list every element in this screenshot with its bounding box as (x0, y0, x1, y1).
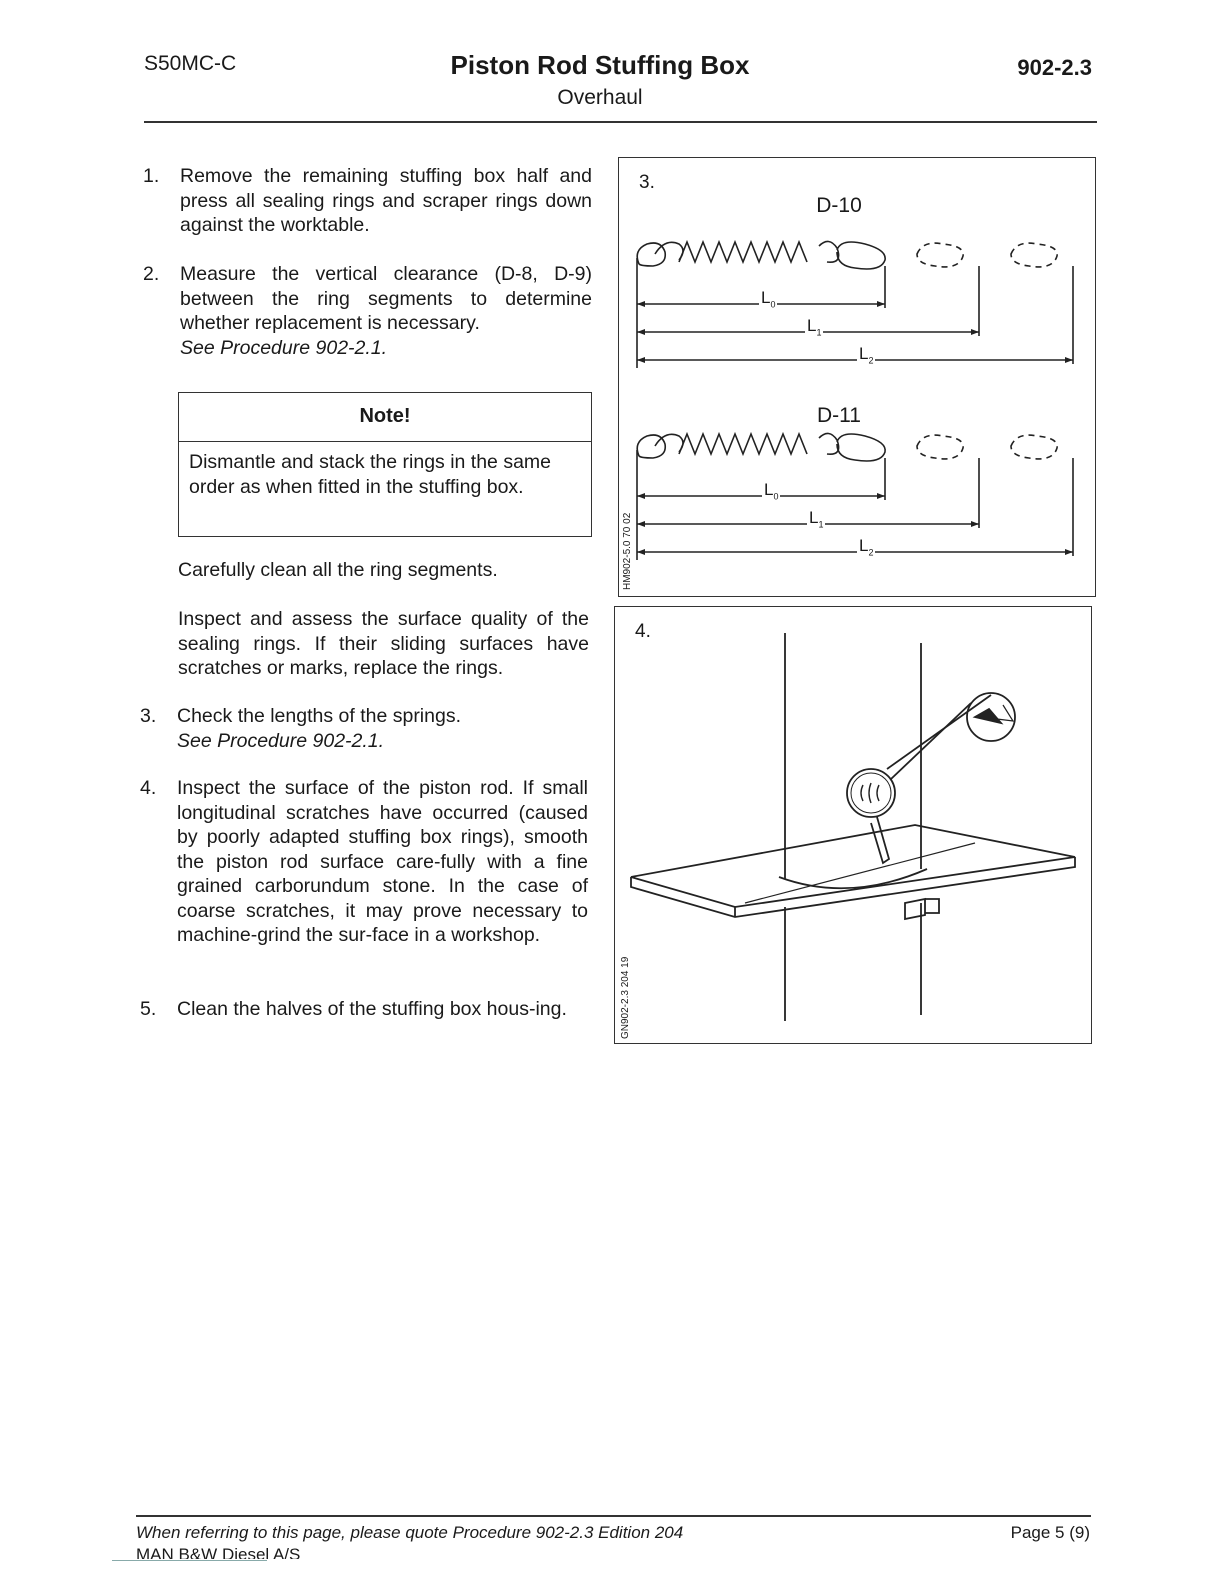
step-text: Check the lengths of the springs. (177, 705, 461, 727)
footer-quote: When referring to this page, please quote Procedure 902-2.3 Edition 204 (136, 1523, 684, 1542)
spring-dashed-loop (917, 435, 963, 459)
step-number: 4. (140, 777, 157, 799)
spring-assembly-d11 (637, 433, 1073, 560)
step-text: Clean the halves of the stuffing box hous-ing. (177, 998, 567, 1020)
step-body (177, 704, 589, 753)
spring-assembly-d10 (637, 241, 1073, 368)
engine-type: S50MC-C (144, 52, 237, 75)
spring-dashed-loop (1011, 435, 1057, 459)
step-4 (140, 776, 589, 976)
spring-zigzag (679, 434, 807, 454)
step-1 (143, 164, 592, 244)
spring-dashed-loop (1011, 243, 1057, 267)
inspect-paragraph: Inspect and assess the surface quality of the sealing rings. If their sliding surfaces have scratches or marks, replace the rings. (178, 608, 589, 679)
spring-zigzag (679, 242, 807, 262)
spring-diagram (619, 158, 1095, 596)
spring-end-loop (819, 433, 885, 461)
procedure-reference: See Procedure 902-2.1. (180, 336, 388, 359)
dim-label-l0: $L_0$ (761, 288, 776, 310)
dim-label-l2: $L_2$ (859, 344, 874, 366)
page-subtitle: Overhaul (557, 86, 643, 109)
step-number: 5. (140, 998, 157, 1020)
note-box (178, 392, 592, 537)
piston-rod-illustration (615, 607, 1091, 1043)
spring-dashed-loop (917, 243, 963, 267)
note-text: Dismantle and stack the rings in the same order as when fitted in the stuffing box. (189, 451, 552, 498)
dim-label-l1: $L_1$ (809, 508, 824, 530)
spring-coil (637, 434, 683, 458)
dim-label-l2: $L_2$ (859, 536, 874, 558)
spring-label-d10: D-10 (816, 194, 862, 217)
figure-3-spring-lengths (618, 157, 1096, 597)
worktable-plate (631, 825, 1075, 907)
magnifier-handle (871, 817, 889, 863)
step-3 (140, 704, 589, 756)
page-title: Piston Rod Stuffing Box (450, 50, 750, 80)
step-5 (140, 997, 589, 1049)
page-number: Page 5 (9) (1010, 1523, 1090, 1542)
header-divider (144, 121, 1097, 123)
procedure-reference: See Procedure 902-2.1. (177, 729, 385, 752)
figure-4-piston-rod-inspection (614, 606, 1092, 1044)
figure-reference: GN902-2.3 204 19 (620, 956, 631, 1039)
dim-label-l1: $L_1$ (807, 316, 822, 338)
step-number: 2. (143, 263, 160, 285)
magnifier-lens (847, 769, 895, 817)
spring-label-d11: D-11 (817, 404, 861, 427)
step-text: Inspect the surface of the piston rod. If small longitudinal scratches have occurred (caused by poorly adapted stuffing box rings), smooth the piston rod surface care-fully with a fine grained carborundum stone. In the case of coarse scratches, it may prove necessary to machine-grind the sur-face in a workshop. (177, 777, 588, 946)
figure-number: 3. (639, 172, 655, 193)
step-text: Remove the remaining stuffing box half and press all sealing rings and scraper rings down against the worktable. (180, 165, 592, 236)
figure-number: 4. (635, 621, 651, 642)
step-number: 3. (140, 705, 157, 727)
figure-reference: HM902-5.0 70 02 (622, 512, 633, 590)
step-text: Measure the vertical clearance (D-8, D-9) between the ring segments to determine whether replacement is necessary. (180, 263, 592, 334)
step-body (180, 262, 592, 360)
step-2 (143, 262, 592, 362)
footer-underline (112, 1560, 267, 1561)
spring-end-loop (819, 241, 885, 269)
procedure-number: 902-2.3 (1017, 55, 1092, 80)
note-title: Note! (179, 393, 591, 442)
footer-divider (136, 1515, 1091, 1517)
step-number: 1. (143, 165, 160, 187)
spring-coil (637, 242, 683, 266)
company-name: MAN B&W Diesel A/S (136, 1545, 301, 1559)
dim-label-l0: $L_0$ (764, 480, 779, 502)
clean-paragraph: Carefully clean all the ring segments. (178, 559, 498, 581)
